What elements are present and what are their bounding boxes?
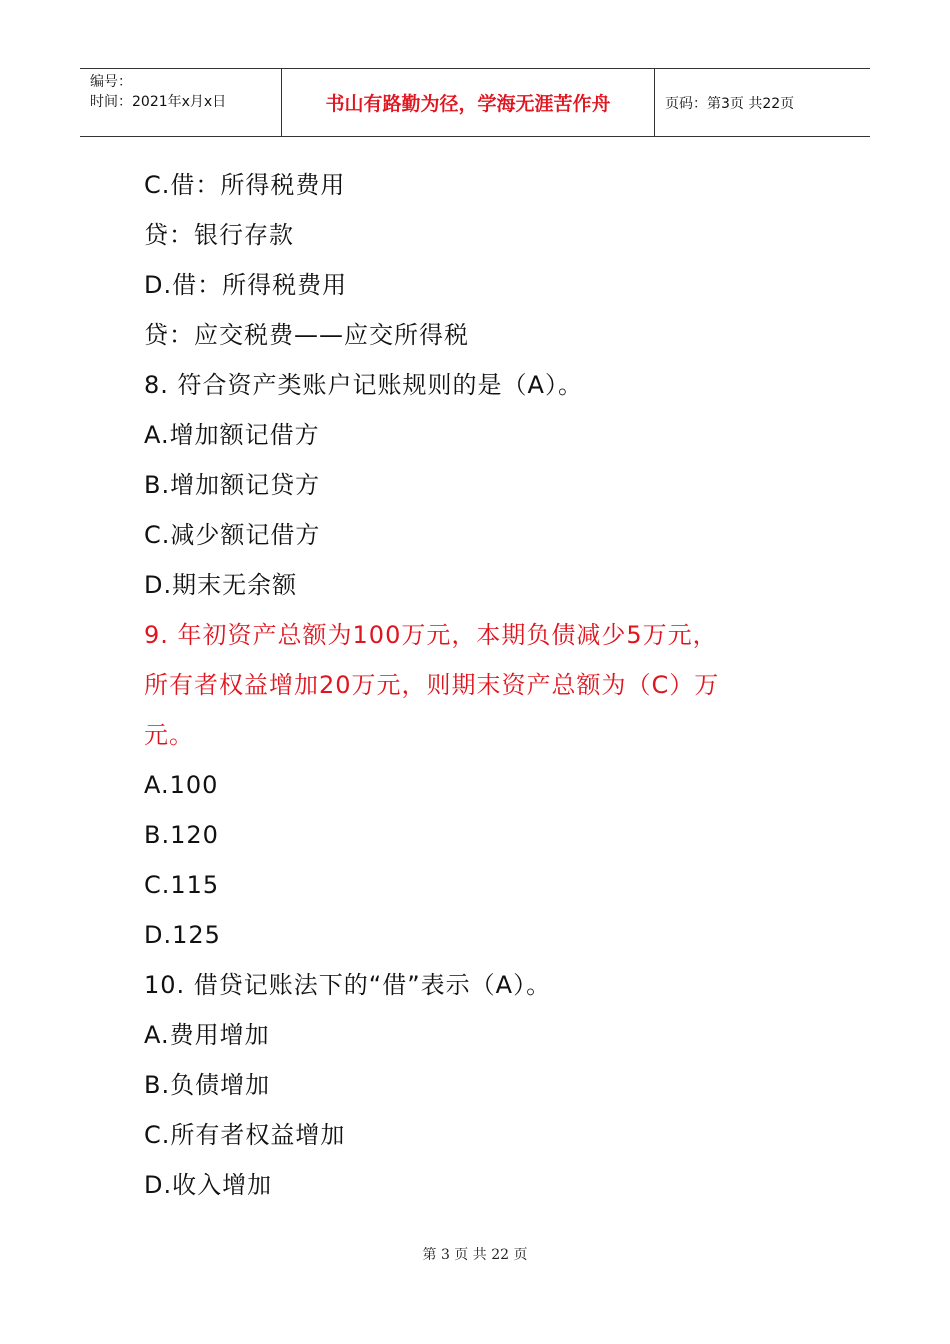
question-9-line-1: 9. 年初资产总额为100万元，本期负债减少5万元， bbox=[144, 621, 718, 649]
header-page-number: 页码：第3页 共22页 bbox=[665, 95, 795, 112]
question-9-line-2: 所有者权益增加20万元，则期末资产总额为（C）万 bbox=[144, 671, 720, 699]
body-line: 贷：应交税费——应交所得税 bbox=[144, 321, 469, 349]
question-8: 8. 符合资产类账户记账规则的是（A）。 bbox=[144, 371, 583, 399]
option-line: C.所有者权益增加 bbox=[144, 1121, 346, 1149]
option-line: B.负债增加 bbox=[144, 1071, 271, 1099]
document-number-label: 编号： bbox=[90, 74, 132, 90]
option-line: A.100 bbox=[144, 771, 219, 799]
option-line: D.期末无余额 bbox=[144, 571, 298, 599]
option-line: A.增加额记借方 bbox=[144, 421, 320, 449]
body-line: C.借：所得税费用 bbox=[144, 171, 346, 199]
page-footer: 第 3 页 共 22 页 bbox=[422, 1247, 528, 1263]
option-line: D.125 bbox=[144, 921, 221, 949]
header-motto: 书山有路勤为径，学海无涯苦作舟 bbox=[282, 69, 655, 136]
option-line: B.120 bbox=[144, 821, 219, 849]
page-header bbox=[80, 68, 870, 137]
question-10: 10. 借贷记账法下的“借”表示（A）。 bbox=[144, 971, 552, 999]
body-line: 贷：银行存款 bbox=[144, 221, 294, 249]
option-line: C.减少额记借方 bbox=[144, 521, 321, 549]
body-line: D.借：所得税费用 bbox=[144, 271, 348, 299]
option-line: A.费用增加 bbox=[144, 1021, 270, 1049]
option-line: C.115 bbox=[144, 871, 220, 899]
option-line: D.收入增加 bbox=[144, 1171, 273, 1199]
option-line: B.增加额记贷方 bbox=[144, 471, 321, 499]
header-meta bbox=[80, 69, 282, 136]
question-9-line-3: 元。 bbox=[144, 721, 194, 749]
document-time-label: 时间：2021年x月x日 bbox=[90, 94, 227, 110]
document-body bbox=[144, 160, 824, 1210]
